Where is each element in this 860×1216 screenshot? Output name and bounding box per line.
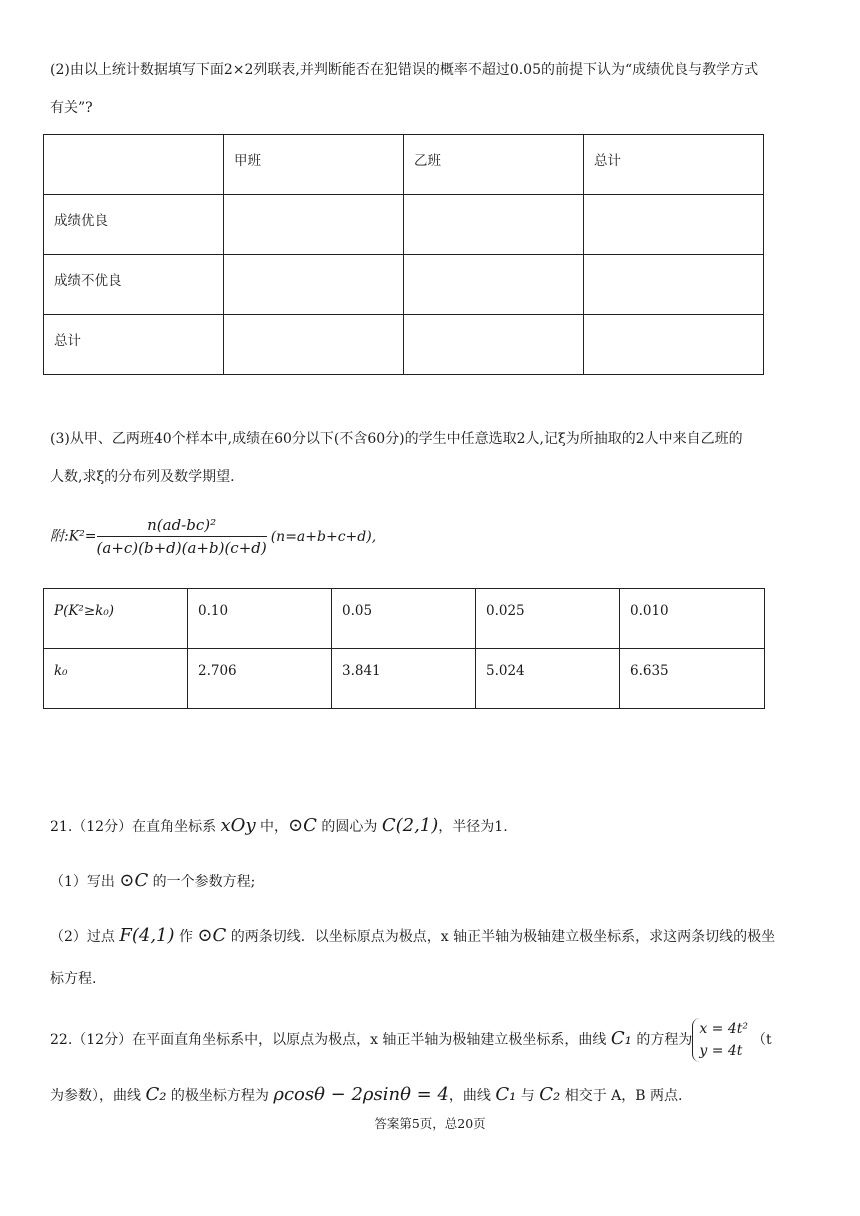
circle-label: ⊙C (288, 815, 317, 836)
table-row (44, 589, 765, 649)
table-cell: 0.05 (332, 589, 476, 649)
q3-line1: (3)从甲、乙两班40个样本中,成绩在60分以下(不含60分)的学生中任意选取2人,记ξ为所抽取的2人中来自乙班的 (50, 431, 743, 447)
q3-text (50, 420, 820, 496)
circle-label: ⊙C (197, 925, 227, 946)
table-cell: 5.024 (476, 649, 620, 709)
table-cell (224, 255, 404, 315)
q22-text: 的方程为 (631, 1032, 693, 1048)
table-cell: 总计 (584, 135, 764, 195)
table-cell: 0.025 (476, 589, 620, 649)
q2-line2: 有关”? (50, 100, 93, 116)
table-header-row (44, 135, 764, 195)
table-row (44, 649, 765, 709)
q22-text: 与 (516, 1088, 540, 1104)
q21-text: 的两条切线．以坐标原点为极点，x 轴正半轴为极轴建立极坐标系，求这两条切线的极坐 (226, 929, 776, 945)
q21-intro (50, 815, 508, 836)
table-cell: 2.706 (188, 649, 332, 709)
polar-equation: ρcosθ − 2ρsinθ = 4 (273, 1084, 449, 1105)
equation-x: x = 4t² (699, 1021, 748, 1037)
coordinate-system-label: xOy (220, 815, 256, 836)
q22-line2 (50, 1084, 682, 1105)
q21-text: 作 (174, 929, 198, 945)
table-cell: 3.841 (332, 649, 476, 709)
formula-fraction (97, 516, 267, 557)
q22-text: 相交于 A，B 两点. (560, 1088, 683, 1104)
q22-text: （t (752, 1032, 772, 1048)
q22-text: 22.（12分）在平面直角坐标系中，以原点为极点，x 轴正半轴为极轴建立极坐标系，曲线 (50, 1032, 611, 1048)
point-f: F(4,1) (119, 925, 175, 946)
q21-part2-cont: 标方程. (50, 971, 97, 987)
table-cell: 成绩优良 (44, 195, 224, 255)
parametric-system (692, 1018, 752, 1062)
formula-prefix: 附:K²= (50, 528, 97, 545)
q2-line1: (2)由以上统计数据填写下面2×2列联表,并判断能否在犯错误的概率不超过0.05的前提下认为“成绩优良与教学方式 (50, 62, 759, 78)
table-cell (584, 195, 764, 255)
table-cell (224, 195, 404, 255)
table-cell: 总计 (44, 315, 224, 375)
q21-text: （1）写出 (50, 874, 120, 890)
q21-text: 中， (255, 819, 289, 835)
table-cell: 乙班 (404, 135, 584, 195)
q22-text: ，曲线 (448, 1088, 496, 1104)
table-cell: k₀ (44, 649, 188, 709)
q21-part1 (50, 870, 255, 891)
q22-text: 的极坐标方程为 (166, 1088, 274, 1104)
curve-c2-label: C₂ (145, 1084, 167, 1105)
page-footer: 答案第5页，总20页 (374, 1116, 486, 1131)
q21-text: ，半径为1. (438, 819, 508, 835)
q21-text: 21.（12分）在直角坐标系 (50, 819, 221, 835)
table-cell (404, 255, 584, 315)
table-cell: 甲班 (224, 135, 404, 195)
contingency-table (43, 134, 764, 375)
formula-denominator: (a+c)(b+d)(a+b)(c+d) (96, 539, 267, 557)
equation-y: y = 4t (699, 1043, 743, 1059)
q22-text: 为参数），曲线 (50, 1088, 146, 1104)
q21-text: 的一个参数方程; (148, 874, 256, 890)
q22-line1 (50, 1018, 772, 1062)
table-cell: P(K²≥k₀) (44, 589, 188, 649)
curve-c2-label: C₂ (539, 1084, 561, 1105)
table-cell: 6.635 (620, 649, 765, 709)
q3-line2: 人数,求ξ的分布列及数学期望. (50, 469, 235, 485)
table-row (44, 195, 764, 255)
circle-label: ⊙C (119, 870, 149, 891)
q21-part2 (50, 925, 775, 946)
chi-square-formula (50, 516, 376, 557)
table-cell (404, 315, 584, 375)
table-cell (584, 255, 764, 315)
table-cell (404, 195, 584, 255)
table-row (44, 255, 764, 315)
curve-c1-label: C₁ (495, 1084, 517, 1105)
q21-text: （2）过点 (50, 929, 120, 945)
table-row (44, 315, 764, 375)
table-cell (44, 135, 224, 195)
q21-text: 的圆心为 (316, 819, 382, 835)
formula-suffix: (n=a+b+c+d), (270, 528, 377, 545)
table-cell: 0.010 (620, 589, 765, 649)
table-cell (584, 315, 764, 375)
center-point: C(2,1) (381, 815, 439, 836)
formula-numerator: n(ad-bc)² (97, 516, 267, 537)
table-cell (224, 315, 404, 375)
curve-c1-label: C₁ (610, 1028, 632, 1049)
table-cell: 成绩不优良 (44, 255, 224, 315)
critical-value-table (43, 588, 765, 709)
q2-text (50, 51, 820, 127)
table-cell: 0.10 (188, 589, 332, 649)
